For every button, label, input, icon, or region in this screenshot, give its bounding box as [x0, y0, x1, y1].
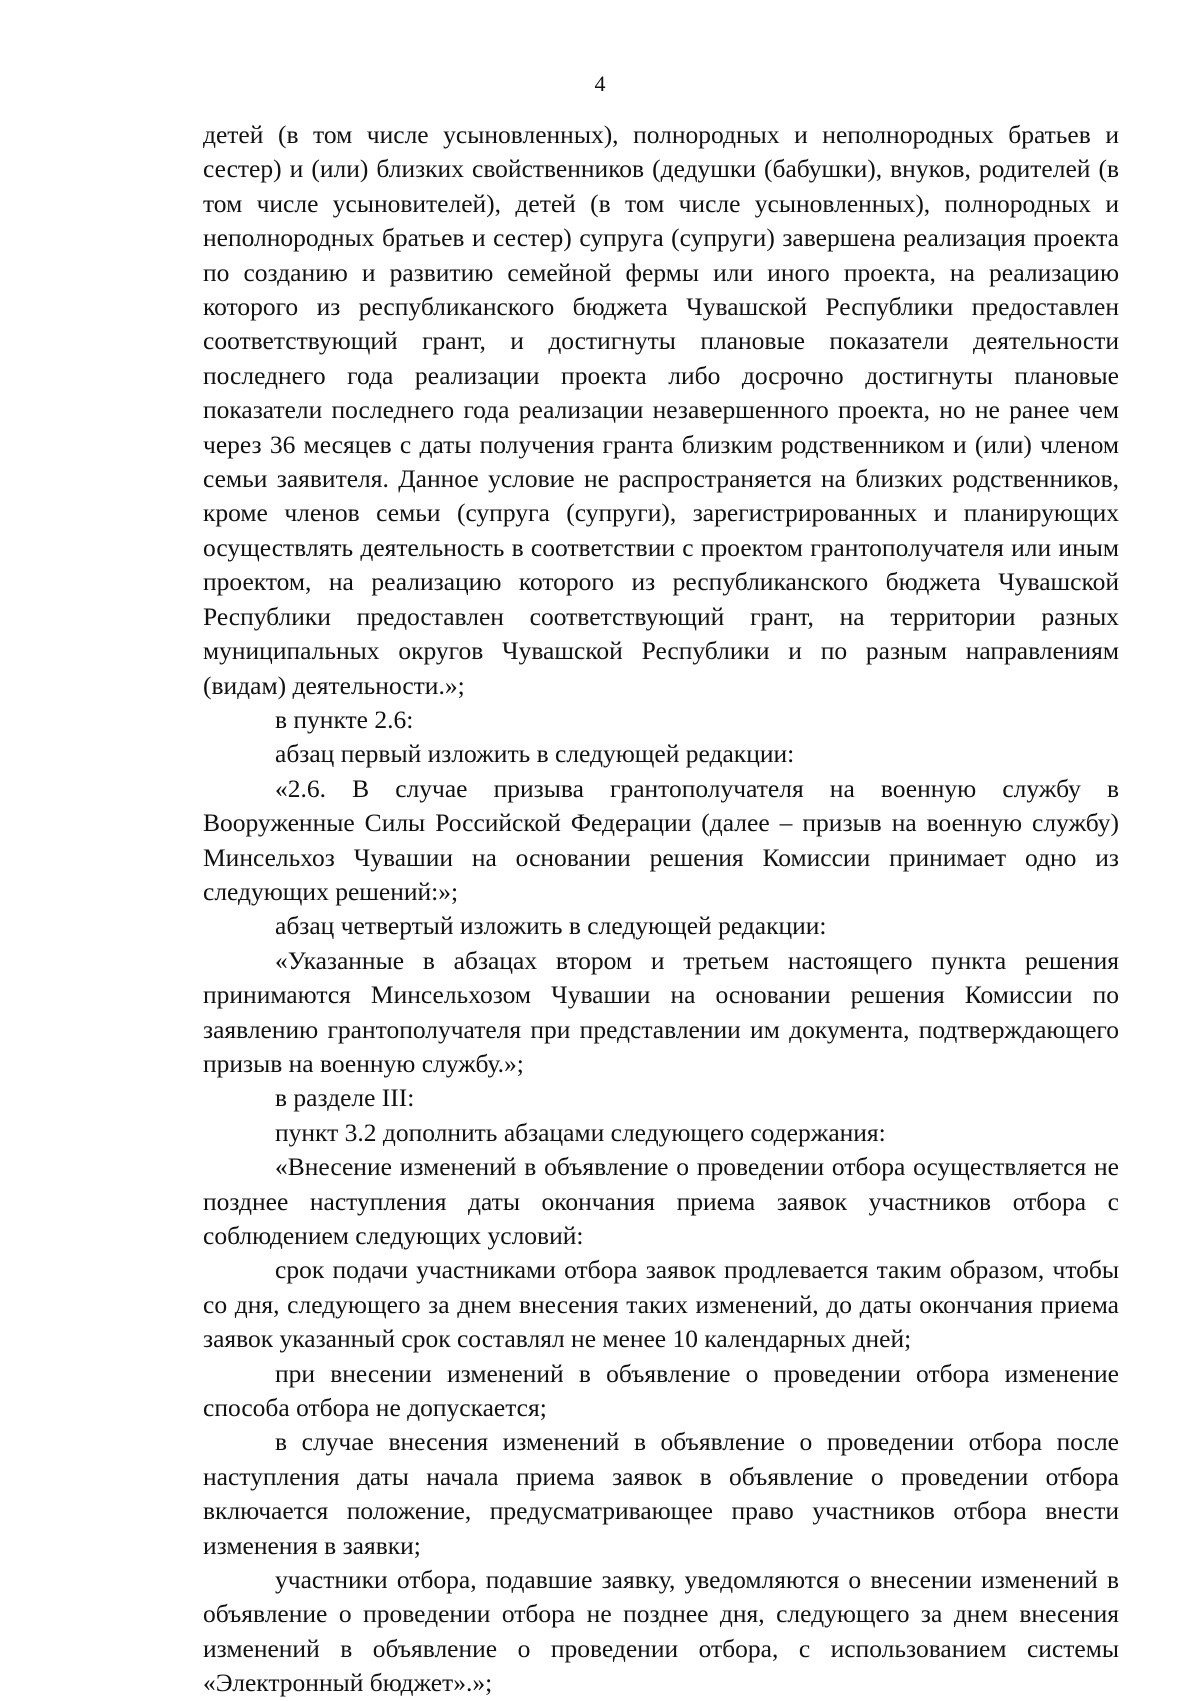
paragraph-point-2-6-text: «2.6. В случае призыва грантополучателя на военную службу в Вооруженные Силы Российской Федерации (далее – призыв на военную службу) Минсельхоз Чувашии на основании решения Комиссии принимает одно из следующих решений:»; [203, 773, 1119, 906]
paragraph-announcement-changes: «Внесение изменений в объявление о проведении отбора осуществляется не позднее наступления даты окончания приема заявок участников отбора с соблюдением следующих условий: [203, 1152, 1119, 1250]
paragraph-continuation: детей (в том числе усыновленных), полнородных и неполнородных братьев и сестер) и (или) близких свойственников (дедушки (бабушки), внуков, родителей (в том числе усыновителей), детей (в том числе усыновленных), полнородных и неполнородных братьев и сестер) супруга (супруги) завершена реализация проекта по созданию и развитию семейной фермы или иного проекта, на реализацию которого из республиканского бюджета Чувашской Республики предоставлен соответствующий грант, и достигнуты плановые показатели деятельности последнего года реализации проекта либо досрочно достигнуты плановые показатели последнего года реализации незавершенного проекта, но не ранее чем через 36 месяцев с даты получения гранта близким родственником и (или) членом семьи заявителя. Данное условие не распространяется на близких родственников, кроме членов семьи (супруга (супруги), зарегистрированных и планирующих осуществлять деятельность в соответствии с проектом грантополучателя или иным проектом, на реализацию которого из республиканского бюджета Чувашской Республики предоставлен соответствующий грант, на территории разных муниципальных округов Чувашской Республики и по разным направлениям (видам) деятельности.»; [203, 120, 1119, 700]
paragraph-method-change-prohibited: при внесении изменений в объявление о проведении отбора изменение способа отбора не допускается; [203, 1358, 1119, 1423]
page-number: 4 [594, 71, 606, 96]
paragraph-notification: участники отбора, подавшие заявку, уведомляются о внесении изменений в объявление о проведении отбора не позднее дня, следующего за днем внесения изменений в объявление о проведении отбора, с использованием системы «Электронный бюджет».»; [203, 1565, 1119, 1698]
paragraph-point-2-6-intro: в пункте 2.6: [275, 704, 414, 734]
paragraph-application-changes-right: в случае внесения изменений в объявление о проведении отбора после наступления даты начала приема заявок в объявление о проведении отбора включается положение, предусматривающее право участников отбора внести изменения в заявки; [203, 1427, 1119, 1560]
document-body [203, 118, 1119, 1701]
paragraph-deadline-extension: срок подачи участниками отбора заявок продлевается таким образом, чтобы со дня, следующего за днем внесения таких изменений, до даты окончания приема заявок указанный срок составлял не менее 10 календарных дней; [203, 1255, 1119, 1354]
paragraph-point-3-2-instruction: пункт 3.2 дополнить абзацами следующего содержания: [275, 1117, 886, 1147]
paragraph-fourth-abzac-instruction: абзац четвертый изложить в следующей редакции: [275, 911, 827, 941]
paragraph-section-iii-intro: в разделе III: [275, 1083, 415, 1113]
paragraph-fourth-abzac-text: «Указанные в абзацах втором и третьем настоящего пункта решения принимаются Минсельхозом Чувашии на основании решения Комиссии по заявлению грантополучателя при представлении им документа, подтверждающего призыв на военную службу.»; [203, 945, 1119, 1078]
paragraph-first-abzac-instruction: абзац первый изложить в следующей редакции: [275, 739, 795, 769]
